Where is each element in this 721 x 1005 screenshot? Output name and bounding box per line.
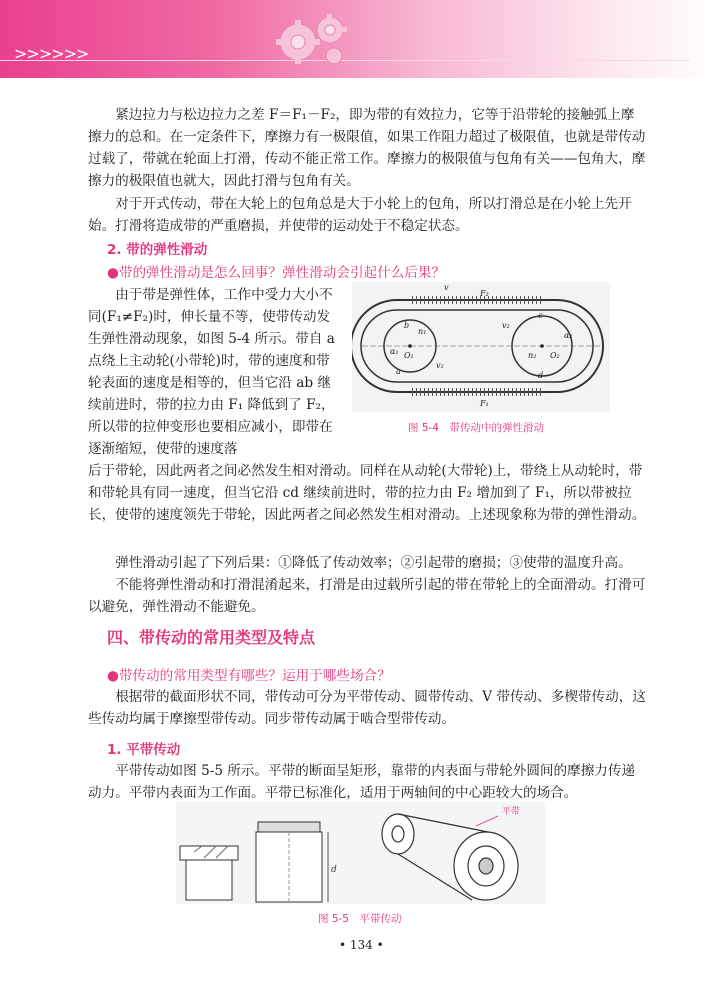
label-b: b	[404, 321, 410, 330]
section-title: 四、带传动的常用类型及特点	[107, 628, 316, 647]
label-v1: v₁	[436, 361, 444, 370]
label-n1: n₁	[418, 327, 427, 336]
paragraph-elastic-left	[88, 284, 340, 460]
header-arrows: >>>>>>	[14, 44, 89, 63]
label-v2: v₂	[502, 321, 510, 330]
label-alpha1: α₁	[390, 347, 399, 356]
figure-5-5-caption: 图 5-5 平带传动	[318, 913, 402, 925]
figure-5-4-caption: 图 5-4 带传动中的弹性滑动	[408, 422, 544, 434]
subheading-flat-belt: 1. 平带传动	[107, 742, 181, 758]
label-d: d	[538, 371, 544, 380]
label-c: c	[538, 311, 543, 320]
label-n2: n₂	[528, 351, 537, 360]
paragraph-text: 弹性滑动引起了下列后果：①降低了传动效率；②引起带的磨损；③使带的温度升高。	[115, 555, 632, 571]
page-number: • 134 •	[339, 938, 384, 952]
label-diameter: d	[331, 865, 337, 875]
label-alpha2: α₂	[564, 331, 573, 340]
paragraph-text: 平带传动如图 5-5 所示。平带的断面呈矩形，靠带的内表面与带轮外圆间的摩擦力传递动力。平带内表面为工作面。平带已标准化，适用于两轴间的中心距较大的场合。	[88, 763, 636, 801]
paragraph-elastic-continued	[88, 460, 648, 526]
paragraph-text: 对于开式传动，带在大轮上的包角总是大于小轮上的包角，所以打滑总是在小轮上先开始。打滑将造成带的严重磨损，并使带的运动处于不稳定状态。	[88, 196, 632, 234]
paragraph-effective-tension	[88, 104, 648, 192]
label-O2: O₂	[550, 351, 560, 360]
label-v-top: v	[444, 283, 449, 292]
paragraph-slip	[88, 193, 648, 237]
question-text: ●带传动的常用类型有哪些？运用于哪些场合？	[107, 668, 391, 684]
question-belt-types	[107, 664, 391, 684]
paragraph-text: 紧边拉力与松边拉力之差 F＝F₁－F₂，即为带的有效拉力，它等于沿带轮的接触弧上摩擦力的总和。在一定条件下，摩擦力有一极限值，如果工作阻力超过了极限值，也就是带传动过载了，带就在轮面上打滑，传动不能正常工作。摩擦力的极限值与包角有关——包角大，摩擦力的极限值也就大，因此打滑与包角有关。	[88, 107, 646, 189]
paragraph-slip-vs-elastic	[88, 574, 648, 618]
paragraph-text: 不能将弹性滑动和打滑混淆起来，打滑是由过载所引起的带在带轮上的全面滑动。打滑可以避免，弹性滑动不能避免。	[88, 577, 646, 615]
paragraph-belt-types	[88, 686, 648, 730]
label-a: a	[396, 367, 401, 376]
label-F1: F₁	[480, 399, 489, 408]
subheading-elastic-slip: 2. 带的弹性滑动	[107, 242, 208, 258]
question-elastic-slip	[107, 261, 445, 281]
page-header-banner	[0, 0, 721, 78]
label-O1: O₁	[404, 351, 414, 360]
paragraph-text: 后于带轮，因此两者之间必然发生相对滑动。同样在从动轮(大带轮)上，带绕上从动轮时，带和带轮具有同一速度，但当它沿 cd 继续前进时，带的拉力由 F₂ 增加到了 F₁，所以带被拉长，使带的速度领先于带轮，因此两者之间必然发生相对滑动。上述现象称为带的弹性滑动。	[88, 463, 646, 523]
figure-5-4-belt-drive	[352, 282, 610, 412]
figure-5-5-flat-belt	[176, 802, 546, 904]
label-flat-belt: 平带	[502, 807, 521, 817]
paragraph-flat-belt	[88, 760, 648, 804]
paragraph-consequences	[88, 552, 648, 574]
paragraph-text: 根据带的截面形状不同，带传动可分为平带传动、圆带传动、V 带传动、多楔带传动，这些传动均属于摩擦型带传动。同步带传动属于啮合型带传动。	[88, 689, 646, 727]
question-text: ●带的弹性滑动是怎么回事？弹性滑动会引起什么后果？	[107, 265, 446, 281]
label-F2: F₂	[480, 289, 489, 298]
paragraph-text: 由于带是弹性体，工作中受力大小不同(F₁≠F₂)时，伸长量不等，使带传动发生弹性滑动现象，如图 5-4 所示。带自 a 点绕上主动轮(小带轮)时，带的速度和带轮表面的速度是相等的，但当它沿 ab 继续前进时，带的拉力由 F₁ 降低到了 F₂，所以带的拉伸变形也要相应减小，即带在逐渐缩短，使带的速度落	[88, 287, 335, 457]
gear-icon	[268, 8, 358, 70]
